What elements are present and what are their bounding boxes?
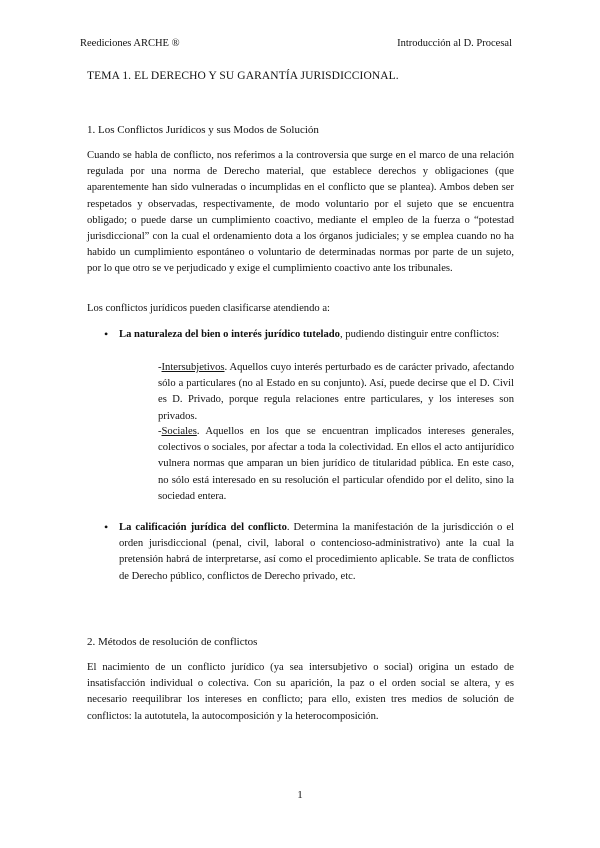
- sub-2-term: Sociales: [161, 426, 197, 437]
- bullet-dot: •: [104, 520, 109, 534]
- sub-item-sociales: [158, 424, 514, 505]
- header-right: Introducción al D. Procesal: [397, 38, 512, 49]
- section1-heading: 1. Los Conflictos Jurídicos y sus Modos de Solución: [87, 124, 319, 136]
- sub-2-dash: -: [158, 426, 162, 437]
- sub-1-term: Intersubjetivos: [161, 362, 225, 373]
- bullet-2-bold: La calificación jurídica del conflicto: [119, 522, 287, 533]
- sub-1-text: . Aquellos cuyo interés perturbado es de carácter privado, afectando sólo a particulares (no al Estado en su conjunto). Así, puede decirse que el D. Civil es D. Privado, porque regula relaciones entre particulares, y los intereses son privados.: [158, 362, 514, 422]
- sub-1-dash: -: [158, 362, 162, 373]
- page-title: TEMA 1. EL DERECHO Y SU GARANTÍA JURISDICCIONAL.: [87, 70, 399, 82]
- bullet-1-rest: , pudiendo distinguir entre conflictos:: [339, 329, 500, 340]
- section1-paragraph-1: Cuando se habla de conflicto, nos referimos a la controversia que surge en el marco de una relación regulada por una norma de Derecho material, que establece derechos y obligaciones (que aparentemente han sido vulneradas o incumplidas en el conflicto que se plantea). Ambos deben ser respetados y observadas, respectivamente, de modo voluntario por el sujeto que se encuentra obligado; o puede darse un cumplimiento coactivo, mediante el empleo de la fuerza o “potestad jurisdiccional” con la cual el ordenamiento dota a los órganos judiciales; y se emplea cuando no ha habido un cumplimiento espontáneo o voluntario de determinadas normas por parte de un sujeto, por lo que otro se ve perjudicado y exige el cumplimiento coactivo ante los tribunales.: [87, 150, 514, 275]
- sub-item-intersubjetivos: [158, 360, 514, 425]
- page-number: 1: [297, 789, 303, 801]
- bullet-1-bold: La naturaleza del bien o interés jurídico tutelado: [119, 329, 340, 340]
- bullet-2-rest: . Determina la manifestación de la jurisdicción o el orden jurisdiccional (penal, civil, laboral o contencioso-administrativo) ante la cual la pretensión habrá de interpretarse, así como el procedimiento aplicable. Se trata de conflictos de Derecho público, conflictos de Derecho privado, etc.: [119, 522, 514, 582]
- section2-heading: 2. Métodos de resolución de conflictos: [87, 636, 258, 648]
- sub-2-text: . Aquellos en los que se encuentran implicados intereses generales, colectivos o sociales, por afectar a toda la colectividad. En ellos el acto antijurídico vulnera normas que amparan un bien jurídico de titularidad pública. En este caso, no sólo está interesado en su resolución el particular ofendido por el delito, sino la sociedad entera.: [158, 426, 514, 502]
- bullet-2-text: [119, 520, 514, 585]
- section2-paragraph-1: El nacimiento de un conflicto jurídico (ya sea intersubjetivo o social) origina un estado de insatisfacción individual o colectiva. Con su aparición, la paz o el orden social se altera, y es necesario reequilibrar los intereses en conflicto; para ello, existen tres medios de solución de conflictos: la autotutela, la autocomposición y la heterocomposición.: [87, 662, 514, 722]
- section1-paragraph-2: Los conflictos jurídicos pueden clasificarse atendiendo a:: [87, 303, 330, 314]
- header-left: Reediciones ARCHE ®: [80, 38, 180, 49]
- bullet-dot: •: [104, 327, 109, 341]
- bullet-1-text: [119, 327, 514, 343]
